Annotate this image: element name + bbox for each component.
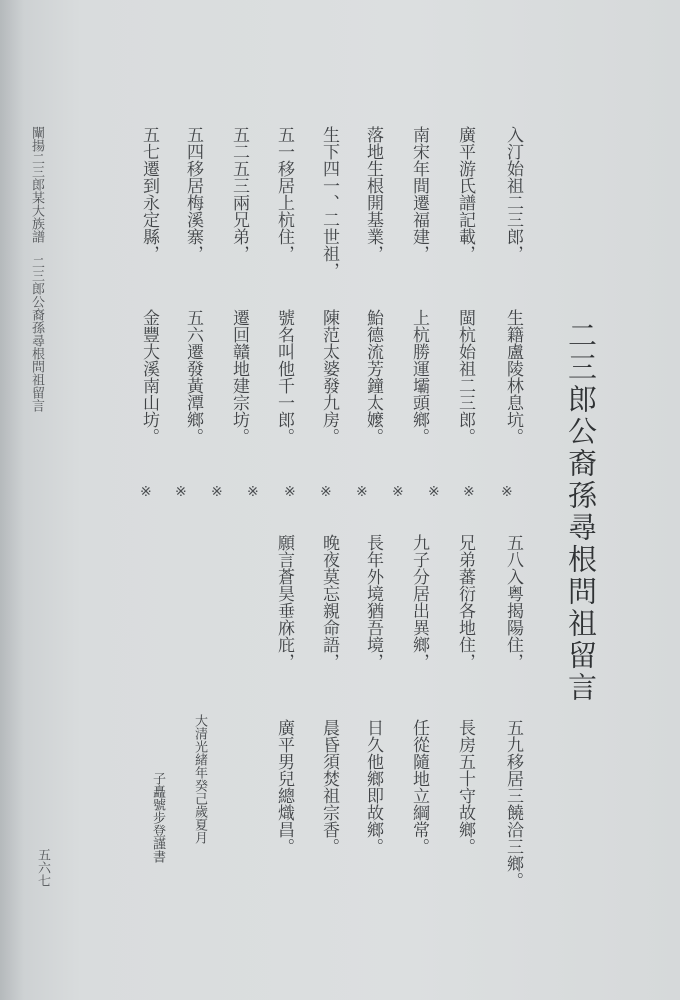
reference-mark: ※ bbox=[175, 484, 187, 500]
verse-line: 兄弟蕃衍各地住， bbox=[455, 534, 475, 670]
verse-line: 閩杭始祖二三郎。 bbox=[455, 309, 475, 445]
verse-line: 五八入粤揭陽住， bbox=[503, 534, 523, 670]
reference-mark: ※ bbox=[284, 484, 296, 500]
verse-line: 陳范太婆發九房。 bbox=[319, 309, 339, 445]
page-title: 二三郎公裔孫尋根問祖留言 bbox=[564, 320, 598, 704]
verse-line: 廣平游氏譜記載， bbox=[455, 126, 475, 262]
verse-line: 晚夜莫忘親命語， bbox=[319, 534, 339, 670]
reference-mark: ※ bbox=[501, 484, 513, 500]
verse-line: 鮐德流芳鐘太嬤。 bbox=[363, 309, 383, 445]
verse-line: 晨昏須焚祖宗香。 bbox=[319, 719, 339, 855]
running-header: 闡揚二三郎某大族譜 二三郎公裔孫尋根問祖留言 bbox=[29, 126, 44, 412]
verse-line: 金豐大溪南山坊。 bbox=[139, 309, 159, 445]
verse-line: 五一移居上杭住， bbox=[274, 126, 294, 262]
verse-line: 願言蒼昊垂庥庇， bbox=[274, 534, 294, 670]
reference-mark: ※ bbox=[392, 484, 404, 500]
verse-line: 入汀始祖二三郎， bbox=[503, 126, 523, 262]
verse-line: 遷回贛地建宗坊。 bbox=[229, 309, 249, 445]
signature-date: 大清光緒年癸己歲夏月 bbox=[192, 714, 207, 844]
page-number: 五六七 bbox=[35, 848, 50, 887]
verse-line: 五七遷到永定縣， bbox=[139, 126, 159, 262]
verse-line: 生下四一、二世祖， bbox=[319, 126, 339, 279]
verse-line: 日久他鄉即故鄉。 bbox=[363, 719, 383, 855]
reference-mark: ※ bbox=[356, 484, 368, 500]
reference-mark: ※ bbox=[320, 484, 332, 500]
verse-line: 九子分居出異鄉， bbox=[409, 534, 429, 670]
verse-line: 廣平男兒總熾昌。 bbox=[274, 719, 294, 855]
verse-line: 長年外境猶吾境， bbox=[363, 534, 383, 670]
verse-line: 任從隨地立綱常。 bbox=[409, 719, 429, 855]
verse-line: 五二五三兩兄弟， bbox=[229, 126, 249, 262]
reference-mark: ※ bbox=[211, 484, 223, 500]
signature-author: 子矗號步登謹書 bbox=[150, 772, 165, 863]
verse-line: 南宋年間遷福建， bbox=[409, 126, 429, 262]
verse-line: 生籍盧陵林息坑。 bbox=[503, 309, 523, 445]
reference-mark: ※ bbox=[247, 484, 259, 500]
verse-line: 號名叫他千一郎。 bbox=[274, 309, 294, 445]
reference-mark: ※ bbox=[428, 484, 440, 500]
verse-line: 五四移居梅溪寨， bbox=[183, 126, 203, 262]
gutter-shadow bbox=[0, 0, 24, 1000]
verse-line: 落地生根開基業， bbox=[363, 126, 383, 262]
verse-line: 上杭勝運壩頭鄉。 bbox=[409, 309, 429, 445]
reference-mark: ※ bbox=[140, 484, 152, 500]
verse-line: 長房五十守故鄉。 bbox=[455, 719, 475, 855]
verse-line: 五九移居三饒洽三鄉。 bbox=[503, 719, 523, 889]
reference-mark: ※ bbox=[463, 484, 475, 500]
verse-line: 五六遷發黃潭鄉。 bbox=[183, 309, 203, 445]
